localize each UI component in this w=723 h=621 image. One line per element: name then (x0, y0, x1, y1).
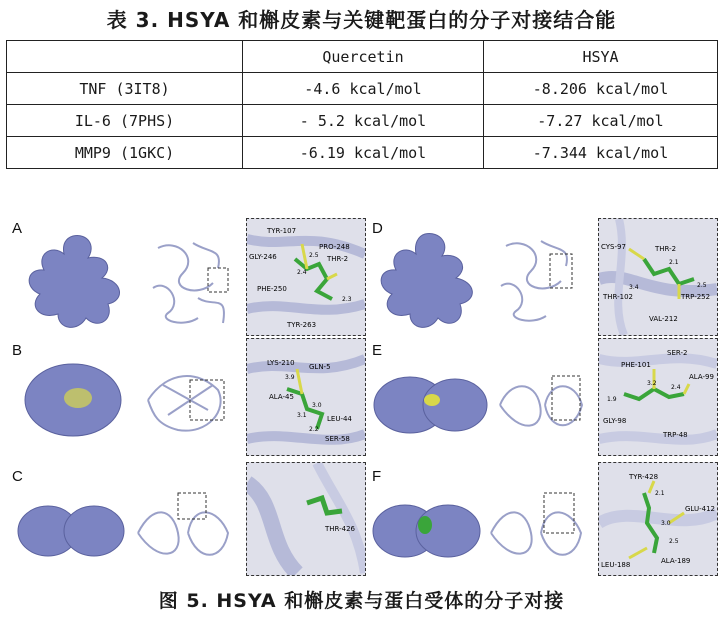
ligand-interaction-image (247, 339, 365, 455)
figure-caption: 图 5. HSYA 和槲皮素与蛋白受体的分子对接 (158, 590, 565, 612)
panel-f (368, 458, 718, 576)
residue-label: LEU-44 (327, 415, 352, 423)
residue-label: SER-58 (325, 435, 350, 443)
residue-label: ALA-45 (269, 393, 294, 401)
residue-label: LEU-188 (601, 561, 631, 569)
distance-label: 2.3 (342, 296, 352, 303)
residue-label: VAL-212 (649, 315, 678, 323)
table-row (7, 73, 718, 105)
distance-label: 3.9 (285, 374, 295, 381)
panel-label: F (372, 468, 382, 485)
protein-surface-image (16, 483, 126, 573)
distance-label: 2.5 (669, 538, 679, 545)
residue-label: TYR-107 (267, 227, 297, 235)
panel-label: D (372, 220, 383, 237)
table-header-cell: Quercetin (243, 41, 484, 73)
residue-label: CYS-97 (601, 243, 626, 251)
distance-label: 2.4 (297, 269, 307, 276)
table-row (7, 137, 718, 169)
protein-surface-image (370, 360, 490, 450)
protein-surface-image (18, 228, 138, 338)
table-cell: -7.344 kcal/mol (484, 137, 718, 169)
binding-energy-table (6, 40, 718, 169)
distance-label: 1.9 (607, 396, 617, 403)
protein-surface-image (370, 483, 485, 573)
ligand-interaction-image (599, 463, 717, 575)
table-cell: -4.6 kcal/mol (243, 73, 484, 105)
protein-ribbon-image (138, 350, 238, 450)
table-cell: -8.206 kcal/mol (484, 73, 718, 105)
residue-label: TRP-252 (681, 293, 711, 301)
table-cell: IL-6 (7PHS) (7, 105, 243, 137)
residue-label: TYR-428 (629, 473, 659, 481)
distance-label: 2.5 (697, 282, 707, 289)
binding-site-zoom (598, 462, 718, 576)
ligand-interaction-image (599, 339, 717, 455)
residue-label: TRP-48 (663, 431, 688, 439)
binding-site-zoom (246, 338, 366, 456)
distance-label: 2.2 (309, 426, 319, 433)
ligand-interaction-image (247, 463, 365, 575)
panel-label: A (12, 220, 23, 237)
distance-label: 2.1 (655, 490, 665, 497)
residue-label: THR-2 (327, 255, 349, 263)
distance-label: 3.0 (312, 402, 322, 409)
residue-label: TYR-263 (287, 321, 317, 329)
panel-e (368, 338, 718, 456)
docking-figure (0, 210, 723, 580)
residue-label: GLY-246 (249, 253, 277, 261)
binding-site-zoom (598, 218, 718, 336)
binding-site-zoom (598, 338, 718, 456)
ligand-interaction-image (599, 219, 717, 335)
protein-ribbon-image (133, 483, 233, 573)
table-title: 表 3. HSYA 和槲皮素与关键靶蛋白的分子对接结合能 (106, 8, 617, 32)
panel-c (8, 458, 356, 576)
table-cell: - 5.2 kcal/mol (243, 105, 484, 137)
binding-site-zoom (246, 462, 366, 576)
residue-label: ALA-189 (661, 557, 691, 565)
distance-label: 2.5 (309, 252, 319, 259)
protein-ribbon-image (490, 360, 590, 450)
panel-d (368, 218, 718, 336)
table-header-cell: HSYA (484, 41, 718, 73)
table-cell: TNF (3IT8) (7, 73, 243, 105)
protein-ribbon-image (486, 226, 586, 336)
protein-ribbon-image (486, 483, 586, 573)
panel-b (8, 338, 353, 456)
distance-label: 3.2 (647, 380, 657, 387)
residue-label: THR-2 (655, 245, 677, 253)
protein-ribbon-image (138, 228, 238, 338)
residue-label: GLN-5 (309, 363, 331, 371)
panel-label: E (372, 342, 383, 359)
table-row (7, 105, 718, 137)
table-cell: -6.19 kcal/mol (243, 137, 484, 169)
residue-label: PHE-101 (621, 361, 651, 369)
ligand-interaction-image (247, 219, 365, 335)
residue-label: GLU-412 (685, 505, 715, 513)
residue-label: GLY-98 (603, 417, 627, 425)
panel-label: B (12, 342, 23, 359)
panel-label: C (12, 468, 23, 485)
residue-label: LYS-210 (267, 359, 295, 367)
table-cell: -7.27 kcal/mol (484, 105, 718, 137)
table-header-cell (7, 41, 243, 73)
residue-label: THR-426 (325, 525, 356, 533)
protein-surface-image (370, 226, 490, 336)
distance-label: 2.1 (669, 259, 679, 266)
panel-a (8, 218, 353, 336)
residue-label: SER-2 (667, 349, 688, 357)
table-cell: MMP9 (1GKC) (7, 137, 243, 169)
residue-label: THR-102 (603, 293, 634, 301)
binding-site-zoom (246, 218, 366, 336)
distance-label: 3.4 (629, 284, 639, 291)
residue-label: ALA-99 (689, 373, 714, 381)
distance-label: 3.0 (661, 520, 671, 527)
table-header-row (7, 41, 718, 73)
residue-label: PRO-248 (319, 243, 350, 251)
protein-surface-image (18, 350, 128, 450)
distance-label: 3.1 (297, 412, 307, 419)
residue-label: PHE-250 (257, 285, 287, 293)
distance-label: 2.4 (671, 384, 681, 391)
